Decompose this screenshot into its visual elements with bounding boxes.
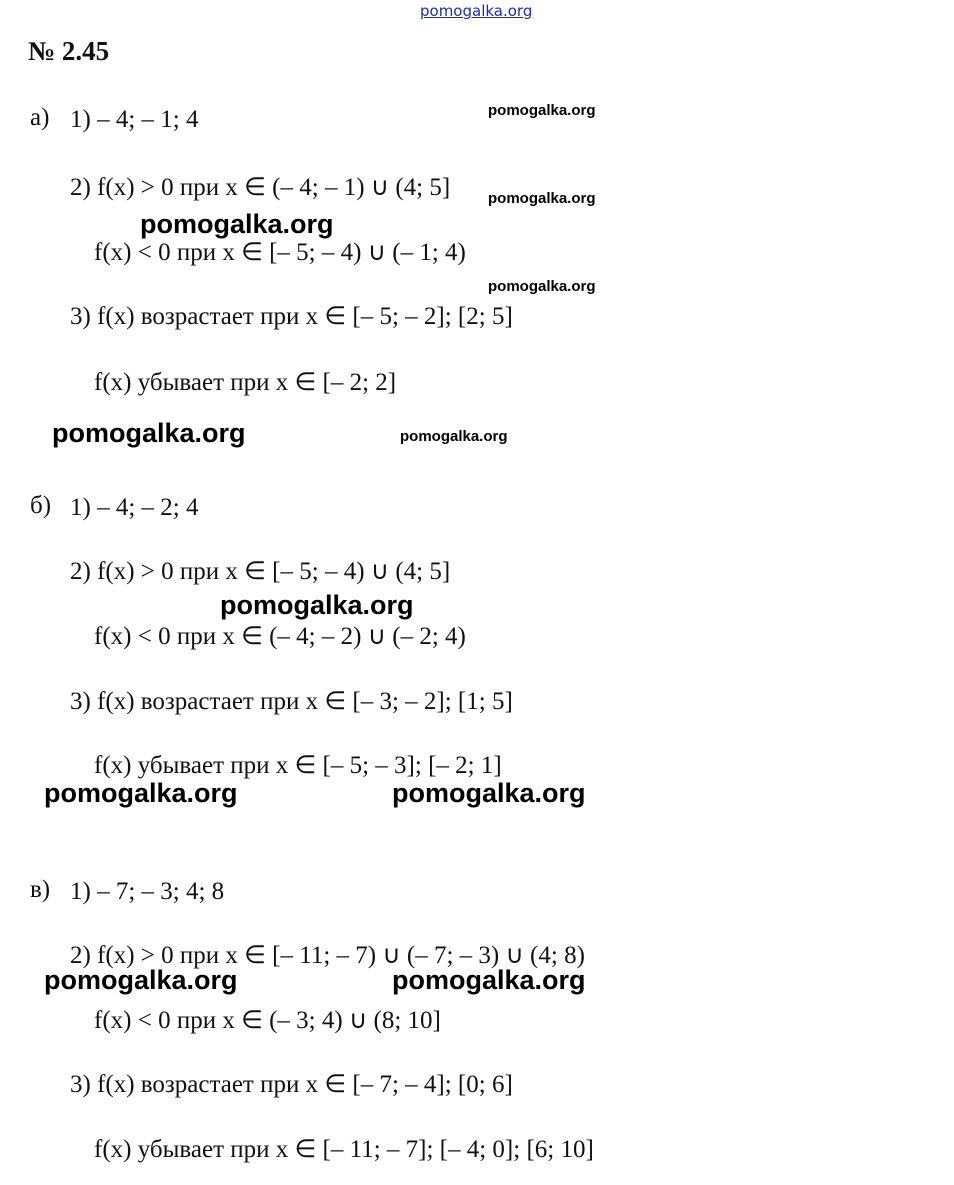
- part-b-roots: 1) – 4; – 2; 4: [70, 494, 199, 521]
- part-v-negative: f(x) < 0 при x ∈ (– 3; 4) ∪ (8; 10]: [94, 1007, 441, 1034]
- part-b-negative: f(x) < 0 при x ∈ (– 4; – 2) ∪ (– 2; 4): [94, 623, 466, 650]
- part-a-increasing: 3) f(x) возрастает при x ∈ [– 5; – 2]; [2; 5]: [70, 303, 513, 330]
- watermark: pomogalka.org: [488, 190, 596, 207]
- watermark: pomogalka.org: [52, 418, 246, 448]
- part-b-increasing: 3) f(x) возрастает при x ∈ [– 3; – 2]; [1; 5]: [70, 688, 513, 715]
- part-v-label: в): [30, 876, 51, 903]
- watermark: pomogalka.org: [488, 102, 596, 119]
- watermark: pomogalka.org: [44, 965, 238, 995]
- part-a-negative: f(x) < 0 при x ∈ [– 5; – 4) ∪ (– 1; 4): [94, 239, 466, 266]
- part-v-increasing: 3) f(x) возрастает при x ∈ [– 7; – 4]; [0; 6]: [70, 1071, 513, 1098]
- watermark: pomogalka.org: [44, 778, 238, 808]
- header-watermark-link[interactable]: pomogalka.org: [420, 2, 533, 20]
- part-a-roots: 1) – 4; – 1; 4: [70, 106, 199, 133]
- problem-title: № 2.45: [28, 36, 110, 66]
- part-v-positive: 2) f(x) > 0 при x ∈ [– 11; – 7) ∪ (– 7; – 3) ∪ (4; 8): [70, 942, 585, 969]
- watermark: pomogalka.org: [400, 428, 508, 445]
- part-b-positive: 2) f(x) > 0 при x ∈ [– 5; – 4) ∪ (4; 5]: [70, 558, 451, 585]
- part-v-roots: 1) – 7; – 3; 4; 8: [70, 878, 225, 905]
- part-v-decreasing: f(x) убывает при x ∈ [– 11; – 7]; [– 4; 0]; [6; 10]: [94, 1136, 594, 1163]
- part-a-positive: 2) f(x) > 0 при x ∈ (– 4; – 1) ∪ (4; 5]: [70, 174, 451, 201]
- watermark: pomogalka.org: [220, 590, 414, 620]
- watermark: pomogalka.org: [392, 965, 586, 995]
- part-b-decreasing: f(x) убывает при x ∈ [– 5; – 3]; [– 2; 1]: [94, 752, 502, 779]
- watermark: pomogalka.org: [140, 209, 334, 239]
- part-b-label: б): [30, 492, 52, 519]
- watermark: pomogalka.org: [488, 278, 596, 295]
- part-a-decreasing: f(x) убывает при x ∈ [– 2; 2]: [94, 369, 397, 396]
- watermark: pomogalka.org: [392, 778, 586, 808]
- part-a-label: а): [30, 104, 50, 131]
